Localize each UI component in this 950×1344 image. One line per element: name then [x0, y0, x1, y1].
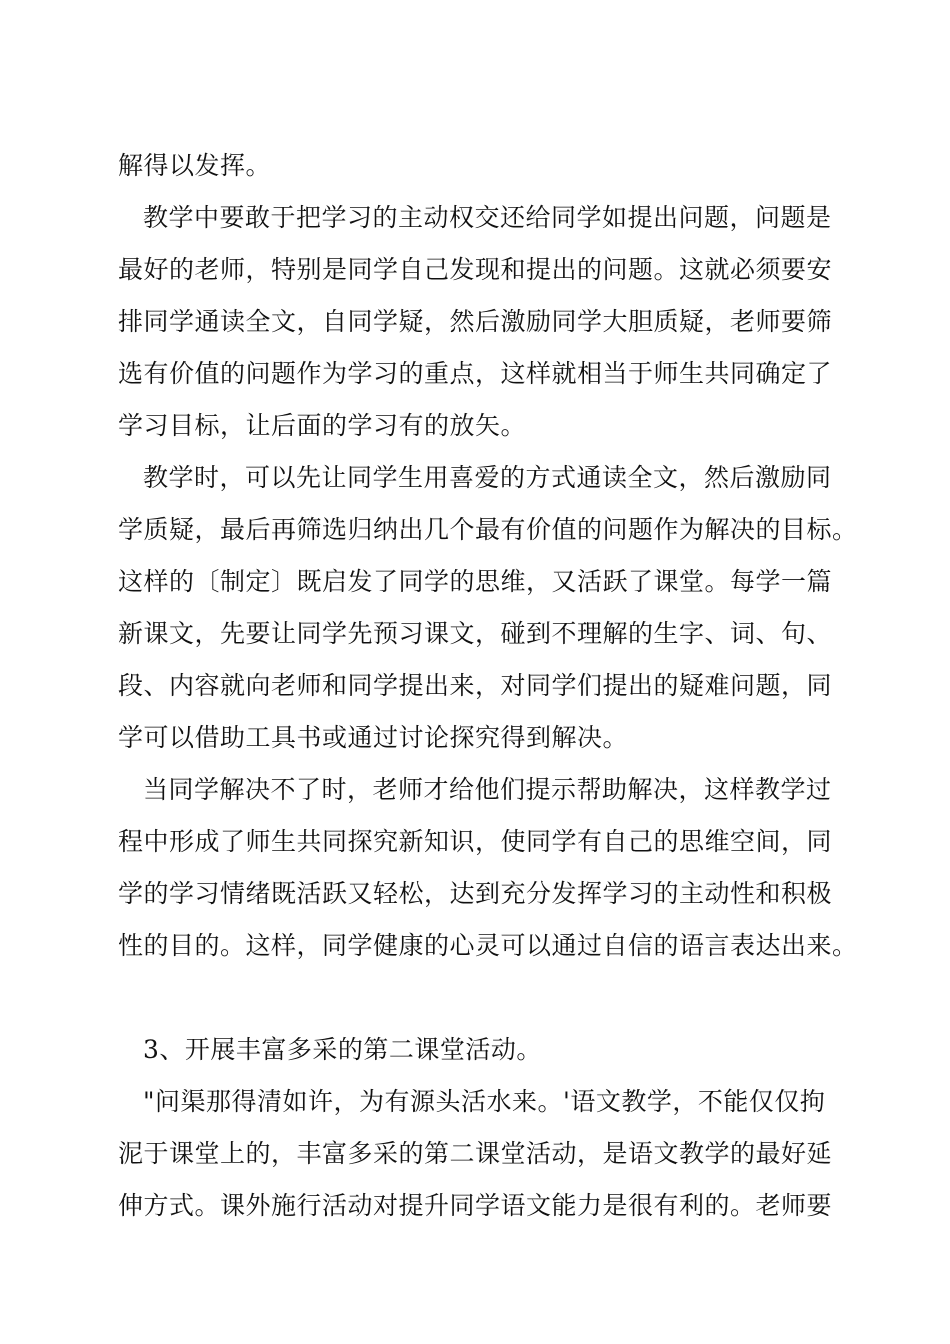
text-line-7: 教学时，可以先让同学生用喜爱的方式通读全文，然后激励同: [143, 463, 832, 492]
text-line-6: 学习目标，让后面的学习有的放矢。: [118, 411, 527, 440]
text-line-5: 选有价值的问题作为学习的重点，这样就相当于师生共同确定了: [118, 359, 833, 388]
text-line-4: 排同学通读全文，自同学疑，然后激励同学大胆质疑，老师要筛: [118, 307, 833, 336]
text-line-2: 教学中要敢于把学习的主动权交还给同学如提出问题，问题是: [143, 203, 832, 232]
text-line-14: 程中形成了师生共同探究新知识，使同学有自己的思维空间，同: [118, 827, 833, 856]
text-line-8: 学质疑，最后再筛选归纳出几个最有价值的问题作为解决的目标。: [118, 515, 858, 544]
text-line-20: 伸方式。课外施行活动对提升同学语文能力是很有利的。老师要: [118, 1191, 833, 1220]
text-line-19: 泥于课堂上的，丰富多采的第二课堂活动，是语文教学的最好延: [118, 1139, 833, 1168]
text-line-16: 性的目的。这样，同学健康的心灵可以通过自信的语言表达出来。: [118, 931, 858, 960]
section-heading: 3、开展丰富多采的第二课堂活动。: [143, 1035, 542, 1064]
text-line-11: 段、内容就向老师和同学提出来，对同学们提出的疑难问题，同: [118, 671, 833, 700]
text-line-13: 当同学解决不了时，老师才给他们提示帮助解决，这样教学过: [143, 775, 832, 804]
text-line-15: 学的学习情绪既活跃又轻松，达到充分发挥学习的主动性和积极: [118, 879, 833, 908]
text-line-18: "问渠那得清如许，为有源头活水来。'语文教学，不能仅仅拘: [143, 1087, 826, 1116]
text-line-12: 学可以借助工具书或通过讨论探究得到解决。: [118, 723, 629, 752]
text-line-1: 解得以发挥。: [118, 151, 272, 180]
text-line-9: 这样的〔制定〕既启发了同学的思维，又活跃了课堂。每学一篇: [118, 567, 833, 596]
text-line-3: 最好的老师，特别是同学自己发现和提出的问题。这就必须要安: [118, 255, 833, 284]
text-line-10: 新课文，先要让同学先预习课文，碰到不理解的生字、词、句、: [118, 619, 833, 648]
